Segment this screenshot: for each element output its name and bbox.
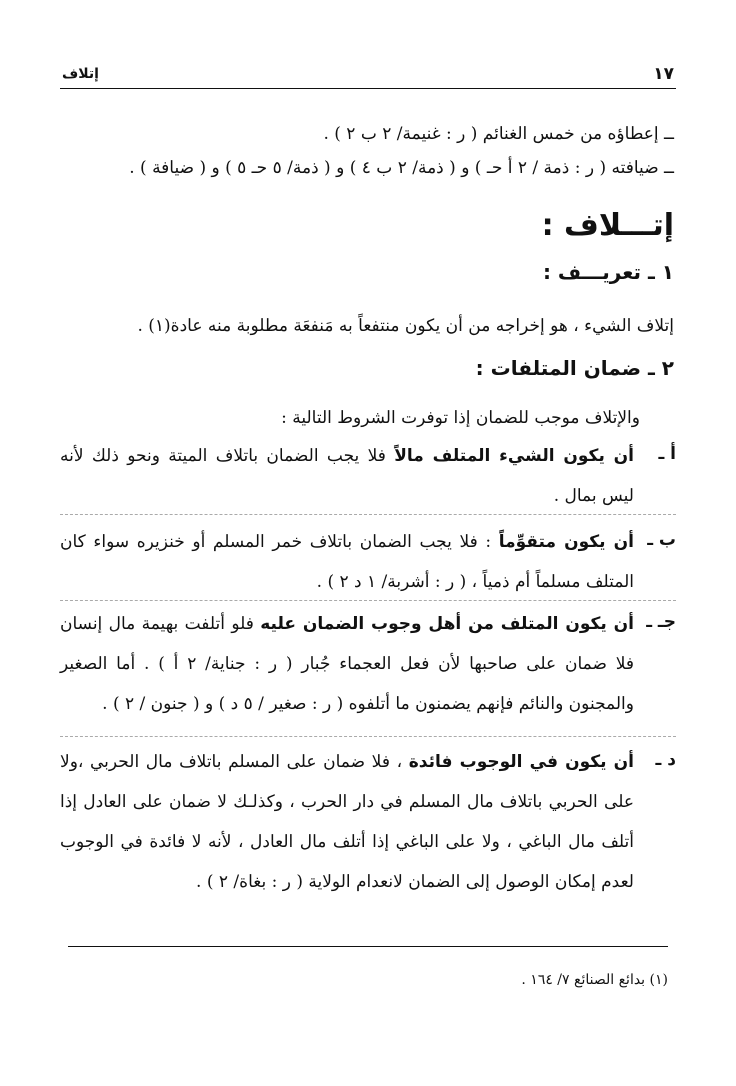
- item-separator: [60, 600, 676, 601]
- intro-line-2: ــ ضيافته ( ر : ذمة / ٢ أ حـ ) و ( ذمة/ ٢ ب ٤ ) و ( ذمة/ ٥ حـ ٥ ) و ( ضيافة ) .: [129, 158, 674, 178]
- main-heading: إتـــلاف :: [541, 208, 674, 243]
- intro-line-1: ــ إعطاؤه من خمس الغنائم ( ر : غنيمة/ ٢ ب ٢ ) .: [323, 124, 674, 144]
- item-separator: [60, 514, 676, 515]
- item-separator: [60, 736, 676, 737]
- item-text: [60, 436, 634, 516]
- item-rest: ، فلا ضمان على المسلم باتلاف مال الحربي ،ولا على الحربي باتلاف مال المسلم في دار الحرب ، وكذلـك لا ضمان على العادل إذا أتلف مال الباغي ، ولا على الباغي إذا أتلف مال العادل ، لأنه لا فائدة في الوجوب لعدم إمكان الوصول إلى الضمان لانعدام الولاية ( ر : بغاة/ ٢ ) .: [60, 752, 634, 892]
- page-number: ١٧: [653, 64, 674, 84]
- item-lead: أن يكون المتلف من أهل وجوب الضمان عليه: [260, 614, 635, 634]
- item-letter: أ ـ: [658, 444, 676, 464]
- condition-item-a: [60, 436, 676, 516]
- footnote-rule: [68, 946, 668, 947]
- section1-text: إتلاف الشيء ، هو إخراجه من أن يكون منتفعاً به مَنفعَة مطلوبة منه عادة(١) .: [137, 316, 674, 336]
- item-letter: د ـ: [655, 750, 676, 770]
- item-text: [60, 522, 634, 602]
- condition-item-b: [60, 522, 676, 602]
- item-letter: ب ـ: [647, 530, 676, 550]
- condition-item-c: [60, 604, 676, 738]
- item-rest: : فلا يجب الضمان باتلاف خمر المسلم أو خنزيره سواء كان المتلف مسلماً أم ذمياً ، ( ر : أشربة/ ١ د ٢ ) .: [60, 532, 634, 592]
- condition-item-d: [60, 742, 676, 922]
- item-text: [60, 742, 634, 902]
- section2-intro: والإتلاف موجب للضمان إذا توفرت الشروط التالية :: [281, 408, 640, 428]
- running-title: إتلاف: [62, 66, 99, 82]
- item-text: [60, 604, 634, 724]
- section2-heading: ٢ ـ ضمان المتلفات :: [475, 356, 674, 380]
- item-lead: أن يكون متقوِّماً: [498, 532, 634, 552]
- item-lead: أن يكون الشيء المتلف مالاً: [394, 446, 634, 466]
- header-rule: [60, 88, 676, 89]
- footnote: (١) بدائع الصنائع ٧/ ١٦٤ .: [521, 972, 668, 988]
- item-rest: فلا يجب الضمان باتلاف الميتة ونحو ذلك لأنه ليس بمال .: [60, 446, 634, 506]
- item-lead: أن يكون في الوجوب فائدة: [408, 752, 635, 772]
- item-letter: جـ ـ: [646, 612, 676, 632]
- section1-heading: ١ ـ تعريـــف :: [542, 260, 674, 284]
- item-rest: فلو أتلفت بهيمة مال إنسان فلا ضمان على صاحبها لأن فعل العجماء جُبار ( ر : جناية/ ٢ أ ) . أما الصغير والمجنون والنائم فإنهم يضمنون ما أتلفوه ( ر : صغير / ٥ د ) و ( جنون / ٢ ) .: [60, 614, 634, 714]
